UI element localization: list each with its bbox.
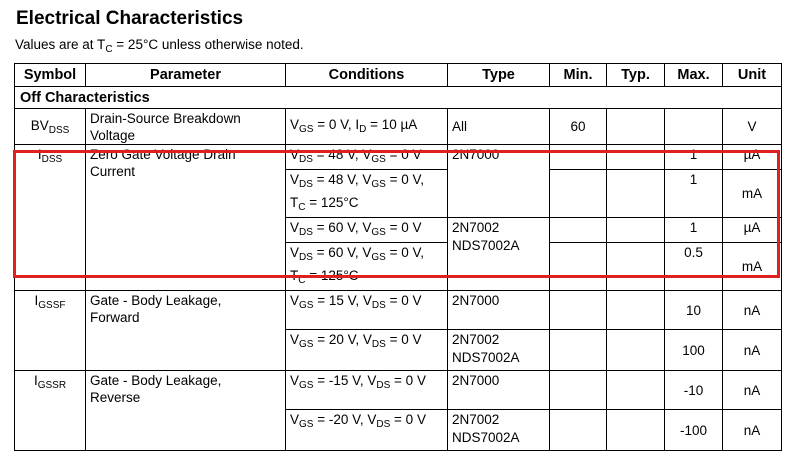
min-cell: [550, 170, 607, 218]
typ-cell: [607, 291, 665, 330]
condition-text: = 0 V: [390, 412, 426, 427]
condition-subscript: D: [359, 123, 367, 135]
condition-cell: [286, 145, 448, 170]
page-title: Electrical Characteristics: [16, 8, 244, 29]
typ-cell: [607, 109, 665, 145]
typ-cell: [607, 145, 665, 170]
condition-text: V: [290, 293, 300, 308]
unit-cell: mA: [723, 243, 782, 291]
condition-text: V: [290, 373, 300, 388]
symbol-cell: [15, 291, 86, 371]
parameter-cell: [86, 291, 286, 371]
min-cell: [550, 371, 607, 410]
symbol-subscript: GSSF: [38, 300, 66, 311]
condition-text: = 125°C: [305, 195, 359, 210]
min-cell: [550, 243, 607, 291]
condition-text: = -20 V, V: [313, 412, 377, 427]
parameter-line: Gate - Body Leakage,: [90, 293, 222, 308]
unit-cell: µA: [723, 145, 782, 170]
condition-subscript: DS: [371, 300, 386, 311]
condition-subscript: DS: [376, 380, 391, 391]
condition-cell: [286, 371, 448, 410]
typ-cell: [607, 170, 665, 218]
max-cell: 100: [665, 330, 723, 371]
characteristics-table: [14, 63, 782, 451]
condition-text: V: [290, 332, 300, 347]
table-row: [15, 371, 782, 410]
symbol-cell: [15, 371, 86, 451]
header-min: Min.: [550, 64, 607, 87]
condition-text: = 60 V, V: [312, 220, 372, 235]
condition-text: = 15 V, V: [313, 293, 372, 308]
condition-subscript: C: [298, 275, 306, 286]
typ-cell: [607, 243, 665, 291]
condition-subscript: GS: [371, 154, 386, 165]
condition-text: V: [290, 116, 300, 132]
min-cell: 60: [550, 109, 607, 145]
header-unit: Unit: [723, 64, 782, 87]
typ-cell: [607, 371, 665, 410]
max-cell: 0.5: [665, 243, 723, 291]
unit-cell: nA: [723, 291, 782, 330]
condition-cell: [286, 218, 448, 243]
symbol-text: BV: [30, 117, 49, 133]
condition-text: = 0 V: [390, 373, 426, 388]
unit-cell: nA: [723, 330, 782, 371]
max-cell: -10: [665, 371, 723, 410]
max-cell: 10: [665, 291, 723, 330]
parameter-cell: [86, 371, 286, 451]
condition-text: = 0 V: [385, 332, 422, 347]
unit-cell: nA: [723, 410, 782, 451]
max-cell: 1: [665, 145, 723, 170]
max-cell: -100: [665, 410, 723, 451]
condition-cell: [286, 109, 448, 145]
condition-subscript: GS: [299, 300, 314, 311]
parameter-cell: [86, 109, 286, 145]
subtitle-text-tail: = 25°C unless otherwise noted.: [112, 37, 304, 52]
condition-cell: [286, 243, 448, 291]
condition-text: V: [290, 172, 300, 187]
unit-cell: V: [723, 109, 782, 145]
condition-subscript: C: [298, 202, 306, 213]
header-symbol: Symbol: [15, 64, 86, 87]
type-cell: 2N7000: [448, 145, 550, 218]
condition-text: V: [290, 147, 300, 162]
type-cell: [448, 330, 550, 371]
condition-subscript: DS: [299, 252, 313, 263]
symbol-subscript: DSS: [41, 154, 63, 165]
condition-subscript: GS: [299, 123, 314, 135]
parameter-line: Drain-Source Breakdown: [90, 111, 241, 126]
type-line: 2N7002: [452, 220, 500, 235]
table-row: [15, 291, 782, 330]
condition-subscript: DS: [299, 154, 313, 165]
condition-text: = 10 µA: [366, 116, 418, 132]
condition-subscript: DS: [376, 419, 391, 430]
condition-text: = 48 V, V: [312, 147, 372, 162]
condition-subscript: GS: [299, 339, 314, 350]
condition-subscript: DS: [299, 179, 313, 190]
parameter-cell: [86, 145, 286, 291]
condition-subscript: GS: [299, 419, 314, 430]
header-conditions: Conditions: [286, 64, 448, 87]
condition-subscript: GS: [371, 179, 386, 190]
min-cell: [550, 291, 607, 330]
max-cell: [665, 109, 723, 145]
parameter-line: Voltage: [90, 128, 136, 143]
section-row: [15, 87, 782, 109]
type-cell: 2N7000: [448, 371, 550, 410]
condition-text: = -15 V, V: [313, 373, 377, 388]
type-line: NDS7002A: [452, 238, 520, 253]
condition-text: T: [290, 268, 299, 283]
section-title: Off Characteristics: [15, 87, 782, 109]
symbol-text: I: [34, 293, 39, 308]
page-subtitle: [15, 37, 304, 55]
condition-text: = 48 V, V: [312, 172, 372, 187]
type-cell: [448, 218, 550, 291]
symbol-subscript: GSSR: [37, 380, 67, 391]
min-cell: [550, 410, 607, 451]
parameter-line: Forward: [90, 310, 140, 325]
max-cell: 1: [665, 218, 723, 243]
condition-subscript: GS: [371, 227, 386, 238]
condition-text: = 0 V,: [385, 245, 424, 260]
condition-text: = 0 V,: [385, 172, 424, 187]
header-type: Type: [448, 64, 550, 87]
symbol-text: I: [33, 373, 38, 388]
condition-text: = 0 V: [385, 147, 422, 162]
type-line: 2N7002: [452, 332, 500, 347]
table-row: [15, 109, 782, 145]
header-max: Max.: [665, 64, 723, 87]
condition-text: = 125°C: [305, 268, 359, 283]
typ-cell: [607, 410, 665, 451]
min-cell: [550, 218, 607, 243]
parameter-line: Zero Gate Voltage Drain: [90, 147, 236, 162]
min-cell: [550, 330, 607, 371]
typ-cell: [607, 330, 665, 371]
symbol-cell: [15, 145, 86, 291]
condition-cell: [286, 170, 448, 218]
condition-text: T: [290, 195, 299, 210]
condition-cell: [286, 330, 448, 371]
subtitle-subscript: C: [105, 44, 113, 55]
condition-text: = 60 V, V: [312, 245, 372, 260]
min-cell: [550, 145, 607, 170]
condition-text: = 0 V: [385, 293, 422, 308]
condition-text: = 0 V: [385, 220, 422, 235]
condition-subscript: DS: [299, 227, 313, 238]
type-line: NDS7002A: [452, 430, 520, 445]
condition-text: = 0 V, I: [313, 116, 360, 132]
type-line: NDS7002A: [452, 350, 520, 365]
unit-cell: mA: [723, 170, 782, 218]
type-line: 2N7002: [452, 412, 500, 427]
condition-cell: [286, 291, 448, 330]
parameter-line: Current: [90, 164, 136, 179]
type-cell: All: [448, 109, 550, 145]
symbol-cell: [15, 109, 86, 145]
table-row: [15, 145, 782, 170]
subtitle-text: Values are at T: [15, 37, 106, 52]
type-cell: 2N7000: [448, 291, 550, 330]
condition-subscript: DS: [371, 339, 386, 350]
header-typ: Typ.: [607, 64, 665, 87]
condition-subscript: GS: [299, 380, 314, 391]
parameter-line: Reverse: [90, 390, 141, 405]
type-cell: [448, 410, 550, 451]
max-cell: 1: [665, 170, 723, 218]
condition-text: V: [290, 220, 300, 235]
symbol-text: I: [37, 147, 42, 162]
header-parameter: Parameter: [86, 64, 286, 87]
unit-cell: µA: [723, 218, 782, 243]
condition-subscript: GS: [371, 252, 386, 263]
condition-cell: [286, 410, 448, 451]
parameter-line: Gate - Body Leakage,: [90, 373, 222, 388]
typ-cell: [607, 218, 665, 243]
unit-cell: nA: [723, 371, 782, 410]
condition-text: V: [290, 412, 300, 427]
condition-text: V: [290, 245, 300, 260]
table-header-row: [15, 64, 782, 87]
condition-text: = 20 V, V: [313, 332, 372, 347]
symbol-subscript: DSS: [48, 124, 70, 136]
